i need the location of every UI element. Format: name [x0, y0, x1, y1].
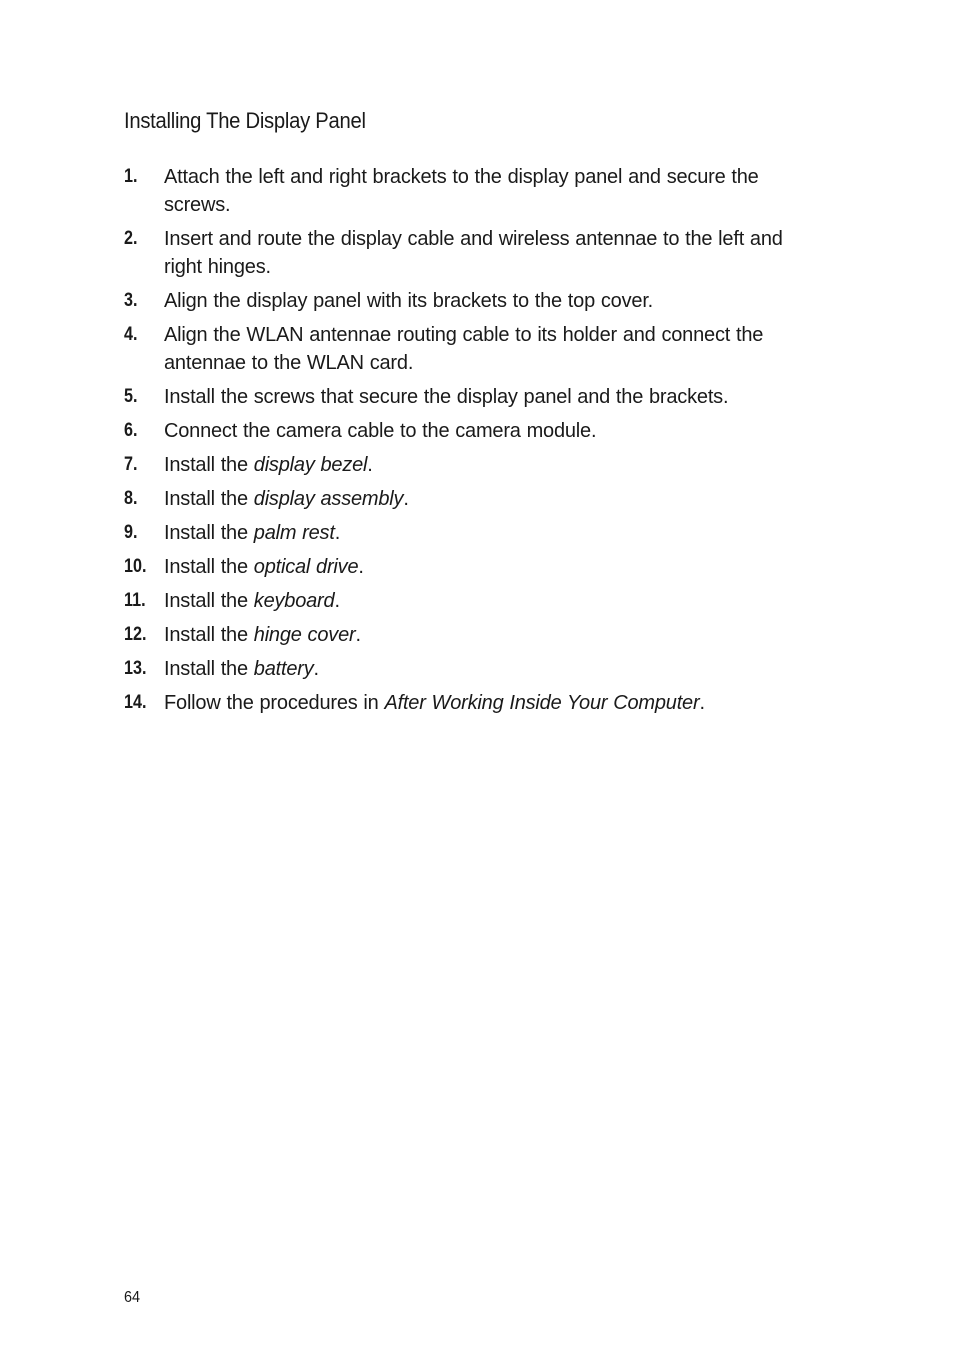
step-item [124, 587, 824, 615]
step-text [164, 485, 824, 513]
steps-list [124, 163, 824, 723]
step-text-suffix: . [334, 590, 340, 612]
step-item [124, 485, 824, 513]
section-heading: Installing The Display Panel [124, 108, 366, 133]
step-text [164, 587, 824, 615]
step-reference-link-text: After Working Inside Your Computer [384, 692, 700, 714]
step-number: 11. [124, 590, 146, 611]
step-number: 3. [124, 290, 138, 311]
step-number: 10. [124, 556, 147, 577]
step-item [124, 621, 824, 649]
step-item [124, 383, 824, 411]
step-text-plain: Align the WLAN antennae routing cable to its holder and connect the antennae to the WLAN card. [164, 324, 764, 374]
step-text [164, 383, 824, 411]
step-number: 1. [124, 166, 138, 187]
step-number: 14. [124, 692, 147, 713]
step-text-plain: Install the [164, 488, 254, 510]
step-text-suffix: . [334, 522, 341, 544]
step-text-plain: Install the [164, 454, 254, 476]
step-number: 12. [124, 624, 147, 645]
step-item [124, 163, 824, 219]
step-text-suffix: . [367, 454, 373, 476]
step-text-suffix: . [699, 692, 705, 714]
step-number: 9. [124, 522, 138, 543]
step-text-plain: Install the [164, 590, 254, 612]
step-number: 4. [124, 324, 138, 345]
step-number: 13. [124, 658, 147, 679]
step-item [124, 451, 824, 479]
step-number: 2. [124, 228, 138, 249]
step-text-suffix: . [313, 658, 319, 680]
step-text [164, 225, 824, 281]
step-item [124, 225, 824, 281]
step-number: 6. [124, 420, 138, 441]
step-text [164, 417, 824, 445]
step-item [124, 417, 824, 445]
step-text-plain: Install the [164, 624, 254, 646]
step-reference-link-text: display assembly [253, 488, 404, 510]
step-item [124, 553, 824, 581]
step-reference-link-text: battery [253, 658, 314, 680]
step-item [124, 655, 824, 683]
step-item [124, 519, 824, 547]
step-reference-link-text: hinge cover [253, 624, 356, 646]
step-text-plain: Connect the camera cable to the camera module. [164, 420, 597, 442]
step-text-plain: Install the screws that secure the display panel and the brackets. [164, 386, 729, 408]
step-text-plain: Install the [164, 658, 254, 680]
step-reference-link-text: display bezel [253, 454, 368, 476]
step-item [124, 689, 824, 717]
step-text [164, 655, 824, 683]
step-text-suffix: . [358, 556, 364, 578]
step-number: 5. [124, 386, 138, 407]
step-text-plain: Align the display panel with its brackets to the top cover. [164, 290, 654, 312]
step-reference-link-text: optical drive [253, 556, 359, 578]
step-number: 8. [124, 488, 138, 509]
step-text [164, 621, 824, 649]
step-text-plain: Install the [164, 556, 254, 578]
step-text-plain: Follow the procedures in [164, 692, 385, 714]
step-text-suffix: . [355, 624, 361, 646]
step-text-plain: Insert and route the display cable and wireless antennae to the left and right hinges. [164, 228, 783, 278]
step-item [124, 287, 824, 315]
step-reference-link-text: keyboard [253, 590, 335, 612]
step-item [124, 321, 824, 377]
page-number: 64 [124, 1289, 141, 1306]
step-text-plain: Install the [164, 522, 254, 544]
step-text [164, 689, 824, 717]
step-text [164, 321, 824, 377]
step-reference-link-text: palm rest [253, 522, 335, 544]
step-text [164, 519, 824, 547]
step-text [164, 287, 824, 315]
step-number: 7. [124, 454, 138, 475]
step-text-suffix: . [403, 488, 409, 510]
step-text [164, 163, 824, 219]
step-text-plain: Attach the left and right brackets to the display panel and secure the screws. [164, 166, 759, 216]
step-text [164, 553, 824, 581]
step-text [164, 451, 824, 479]
